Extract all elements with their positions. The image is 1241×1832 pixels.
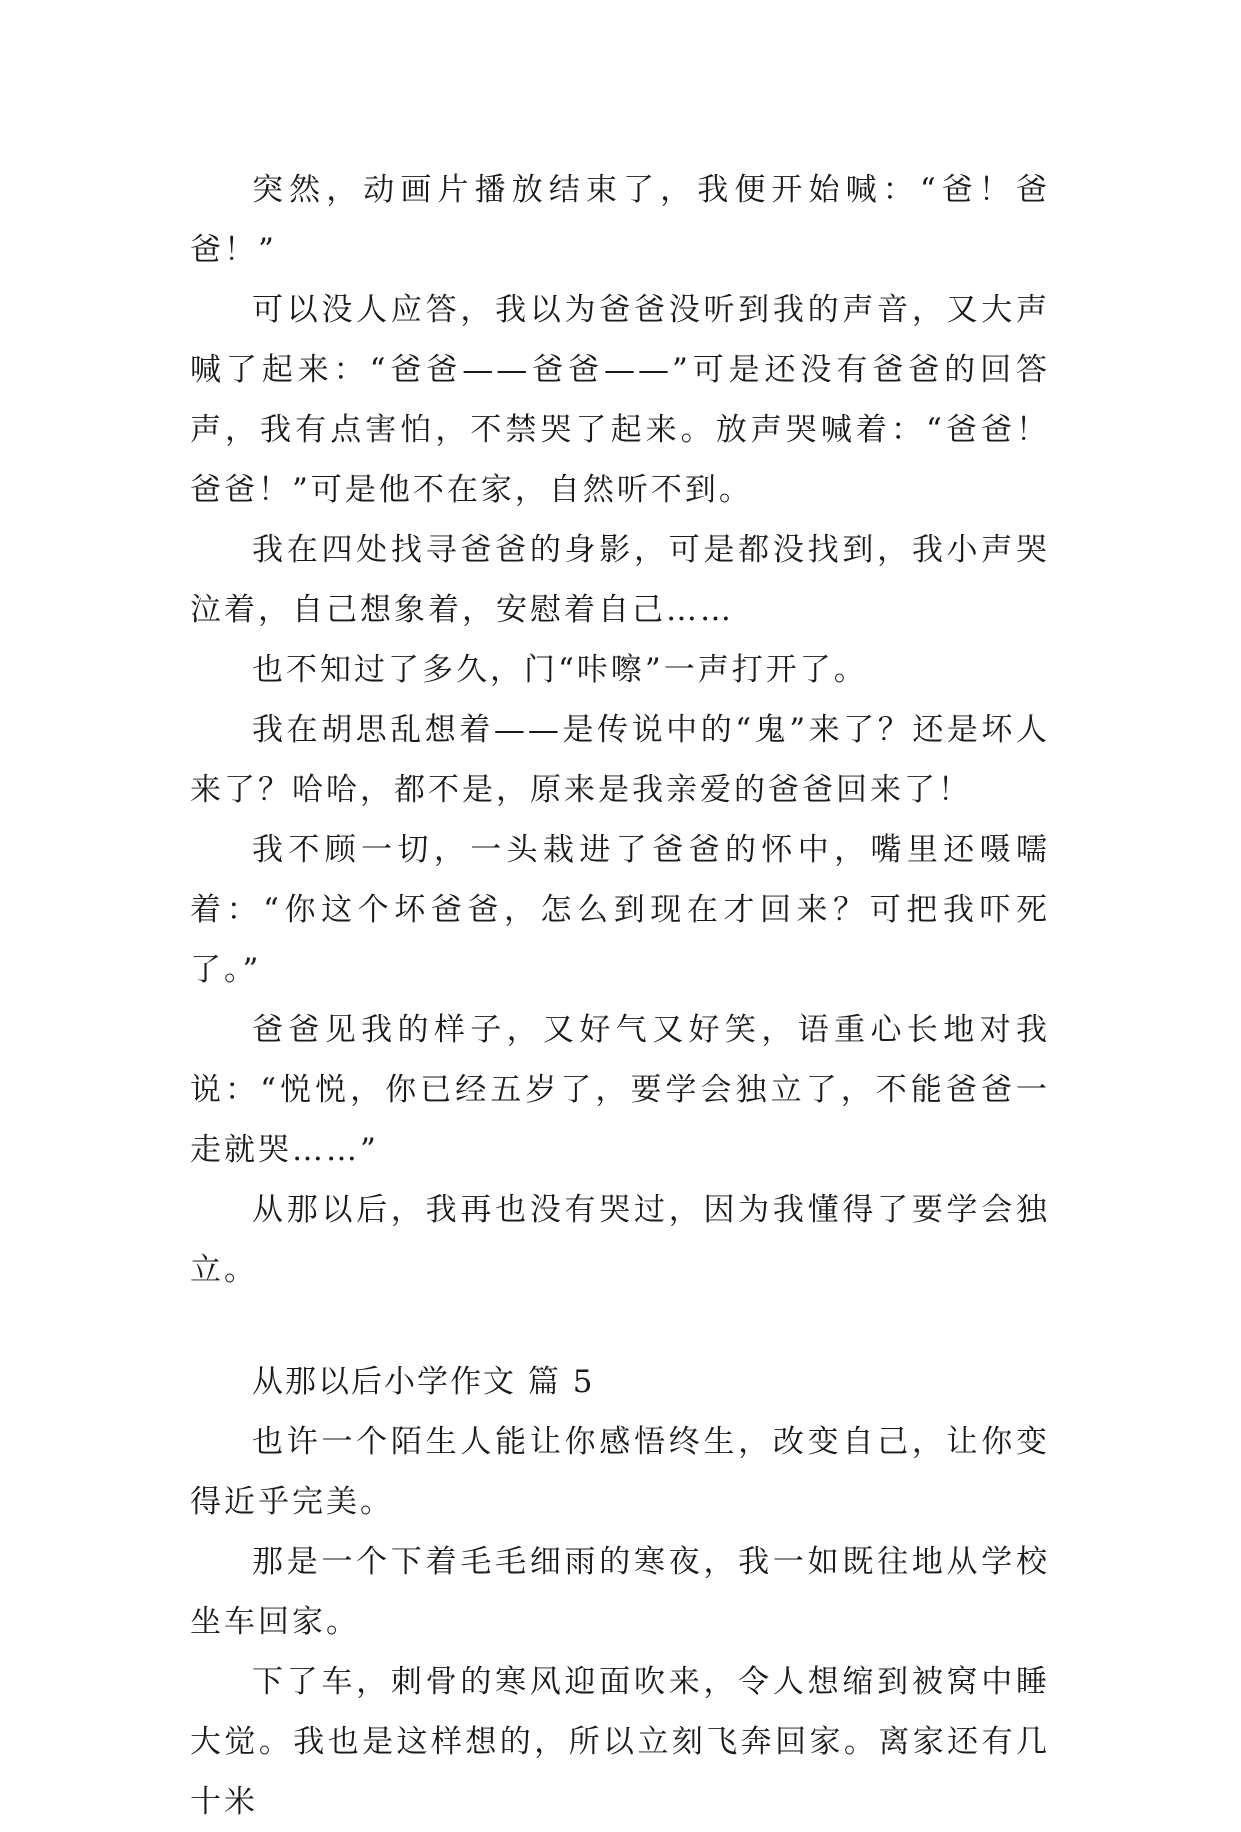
- paragraph: 也许一个陌生人能让你感悟终生，改变自己，让你变得近乎完美。: [190, 1424, 1050, 1520]
- paragraph: 从那以后，我再也没有哭过，因为我懂得了要学会独立。: [190, 1192, 1050, 1288]
- section-gap: [190, 1300, 1050, 1352]
- paragraph: 可以没人应答，我以为爸爸没听到我的声音，又大声喊了起来：“爸爸——爸爸——”可是还没有爸爸的回答声，我有点害怕，不禁哭了起来。放声哭喊着：“爸爸！爸爸！”可是他不在家，自然听不到。: [190, 292, 1050, 508]
- paragraph: 那是一个下着毛毛细雨的寒夜，我一如既往地从学校坐车回家。: [190, 1544, 1050, 1640]
- paragraph: 突然，动画片播放结束了，我便开始喊：“爸！爸爸！”: [190, 172, 1050, 268]
- section-heading: 从那以后小学作文 篇 5: [252, 1364, 595, 1400]
- paragraph: 我在四处找寻爸爸的身影，可是都没找到，我小声哭泣着，自己想象着，安慰着自己……: [190, 532, 1050, 628]
- paragraph: 我在胡思乱想着——是传说中的“鬼”来了？还是坏人来了？哈哈，都不是，原来是我亲爱的爸爸回来了！: [190, 712, 1050, 808]
- paragraph: 爸爸见我的样子，又好气又好笑，语重心长地对我说：“悦悦，你已经五岁了，要学会独立了，不能爸爸一走就哭……”: [190, 1012, 1050, 1168]
- paragraph: 我不顾一切，一头栽进了爸爸的怀中，嘴里还嗫嚅着：“你这个坏爸爸，怎么到现在才回来？可把我吓死了。”: [190, 832, 1050, 988]
- document-page: [190, 160, 1050, 1832]
- paragraph: 下了车，刺骨的寒风迎面吹来，令人想缩到被窝中睡大觉。我也是这样想的，所以立刻飞奔回家。离家还有几十米: [190, 1664, 1050, 1820]
- paragraph: 也不知过了多久，门“咔嚓”一声打开了。: [252, 652, 868, 688]
